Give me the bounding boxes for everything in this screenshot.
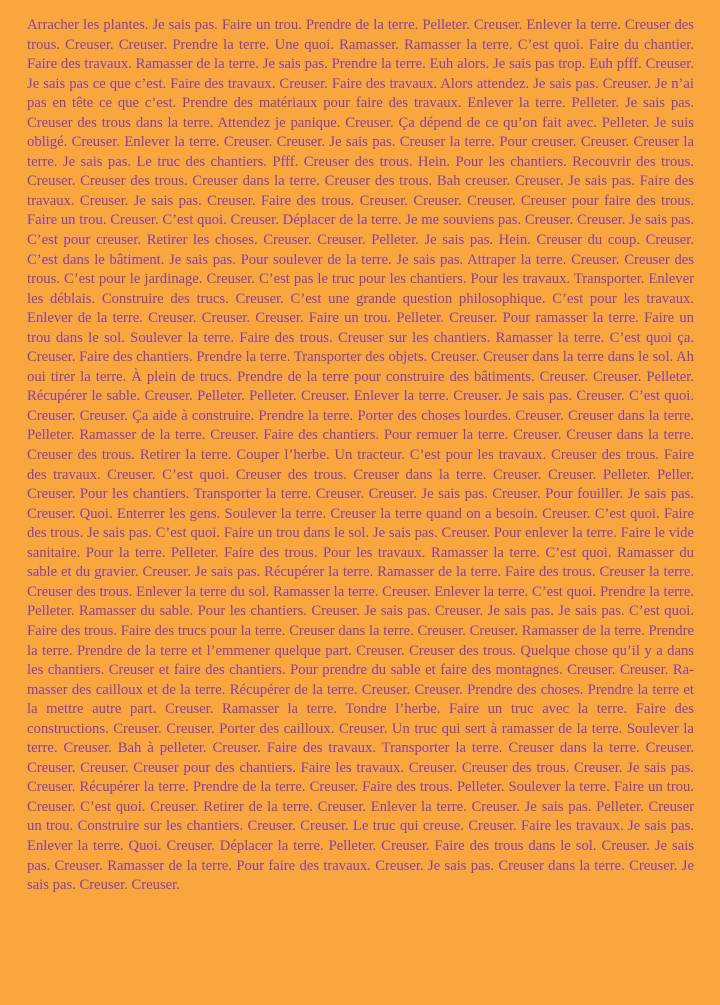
body-text: Arracher les plantes. Je sais pas. Faire un trou. Prendre de la terre. Pelleter. Creuser. Enlever la terre. Creuser des trous. Creuser. Creuser. Prendre la terre. Une quoi. Ramasser. Ramasser la terre. C’est quoi. Faire du chantier. Faire des travaux. Ramasser de la terre. Je sais pas. Prendre la terre. Euh alors. Je sais pas trop. Euh pfff. Creuser. Je sais pas ce que c’est. Faire des travaux. Creuser. Faire des travaux. Alors attendez. Je sais pas. Creuser. Je n’ai pas en tête ce que c’est. Prendre des matériaux pour faire des travaux. Enlever la terre. Pelleter. Je sais pas. Creuser des trous dans la terre. Attendez je panique. Creuser. Ça dépend de ce qu’on fait avec. Pelleter. Je suis obligé. Creuser. Enlever la terre. Creuser. Creuser. Je sais pas. Creuser la terre. Pour creuser. Creuser. Creuser la terre. Je sais pas. Le truc des chantiers. Pfff. Creuser des trous. Hein. Pour les chantiers. Recouvrir des trous. Creuser. Creuser des trous. Creuser dans la terre. Creuser des trous. Bah creuser. Creuser. Je sais pas. Faire des travaux. Creuser. Je sais pas. Creuser. Faire des trous. Creuser. Creuser. Creuser. Creuser pour faire des trous. Faire un trou. Creuser. C’est quoi. Creuser. Déplacer de la terre. Je me souviens pas. Creuser. Creuser. Je sais pas. C’est pour creuser. Retirer les choses. Creuser. Creuser. Pelleter. Je sais pas. Hein. Creuser du coup. Creuser. C’est dans le bâtiment. Je sais pas. Pour soulever de la terre. Je sais pas. Attraper la terre. Creuser. Creuser des trous. C’est pour le jardinage. Creuser. C’est pas le truc pour les chantiers. Pour les travaux. Transporter. Enlever les déblais. Construire des trucs. Creuser. C’est une grande question philosophique. C’est pour les travaux. Enlever de la terre. Creuser. Creuser. Creuser. Faire un trou. Pelleter. Creuser. Pour ramasser la terre. Faire un trou dans le sol. Soulever la terre. Faire des trous. Creuser sur les chantiers. Ramasser la terre. C’est quoi ça. Creuser. Faire des chantiers. Prendre la terre. Transporter des objets. Creuser. Creuser dans la terre dans le sol. Ah oui tirer la terre. À plein de trucs. Prendre de la terre pour construire des bâtiments. Creuser. Creuser. Pelleter. Récupérer le sable. Creuser. Pelleter. Pelleter. Creuser. Enlever la terre. Creuser. Je sais pas. Creuser. C’est quoi. Creuser. Creuser. Ça aide à construire. Prendre la terre. Porter des choses lourdes. Creuser. Creuser dans la terre. Pelleter. Ramasser de la terre. Creuser. Faire des chantiers. Pour remuer la terre. Creuser. Creuser dans la terre. Creuser des trous. Retirer la terre. Couper l’herbe. Un tracteur. C’est pour les travaux. Creuser des trous. Faire des travaux. Creuser. C’est quoi. Creuser des trous. Creuser dans la terre. Creuser. Creuser. Pelleter. Peller. Creuser. Pour les chantiers. Transporter la terre. Creuser. Creuser. Je sais pas. Creuser. Pour fouiller. Je sais pas. Creuser. Quoi. Enterrer les gens. Soulever la terre. Creuser la terre quand on a besoin. Creuser. C’est quoi. Faire des trous. Je sais pas. C’est quoi. Faire un trou dans le sol. Je sais pas. Creuser. Pour enlever la terre. Faire le vide sanitaire. Pour la terre. Pelleter. Faire des trous. Pour les travaux. Ramasser la terre. C’est quoi. Ramasser du sable et du gravier. Creuser. Je sais pas. Récupérer la terre. Ramasser de la terre. Faire des trous. Creuser la terre. Creuser des trous. Enlever la terre du sol. Ramasser la terre. Creuser. Enlever la terre. C’est quoi. Prendre la terre. Pelleter. Ramasser du sable. Pour les chantiers. Creuser. Je sais pas. Creuser. Je sais pas. Je sais pas. C’est quoi. Faire des trous. Faire des trucs pour la terre. Creuser dans la terre. Creuser. Creuser. Ramasser de la terre. Prendre la terre. Prendre de la terre et l’emmener quelque part. Creuser. Creuser des trous. Quelque chose qu’il y a dans les chantiers. Creuser et faire des chantiers. Pour prendre du sable et faire des montagnes. Creuser. Creuser. Ramasser des cailloux et de la terre. Récupérer de la terre. Creuser. Creuser. Prendre des choses. Prendre la terre et la mettre autre part. Creuser. Ramasser la terre. Tondre l’herbe. Faire un truc avec la terre. Faire des constructions. Creuser. Creuser. Porter des cailloux. Creuser. Un truc qui sert à ramasser de la terre. Soulever la terre. Creuser. Bah à pelleter. Creuser. Faire des travaux. Transporter la terre. Creuser dans la terre. Creuser. Creuser. Creuser. Creuser pour des chantiers. Faire les travaux. Creuser. Creuser des trous. Creuser. Je sais pas. Creuser. Récupérer la terre. Prendre de la terre. Creuser. Faire des trous. Pelleter. Soulever la terre. Faire un trou. Creuser. C’est quoi. Creuser. Retirer de la terre. Creuser. Enlever la terre. Creuser. Je sais pas. Pelleter. Creuser un trou. Construire sur les chantiers. Creuser. Creuser. Le truc qui creuse. Creuser. Faire les travaux. Je sais pas. Enlever la terre. Quoi. Creuser. Déplacer la terre. Pelleter. Creuser. Faire des trous dans le sol. Creuser. Je sais pas. Creuser. Ramasser de la terre. Pour faire des travaux. Creuser. Je sais pas. Creuser dans la terre. Creuser. Je sais pas. Creuser. Creuser. bbox=[27, 17, 694, 894]
